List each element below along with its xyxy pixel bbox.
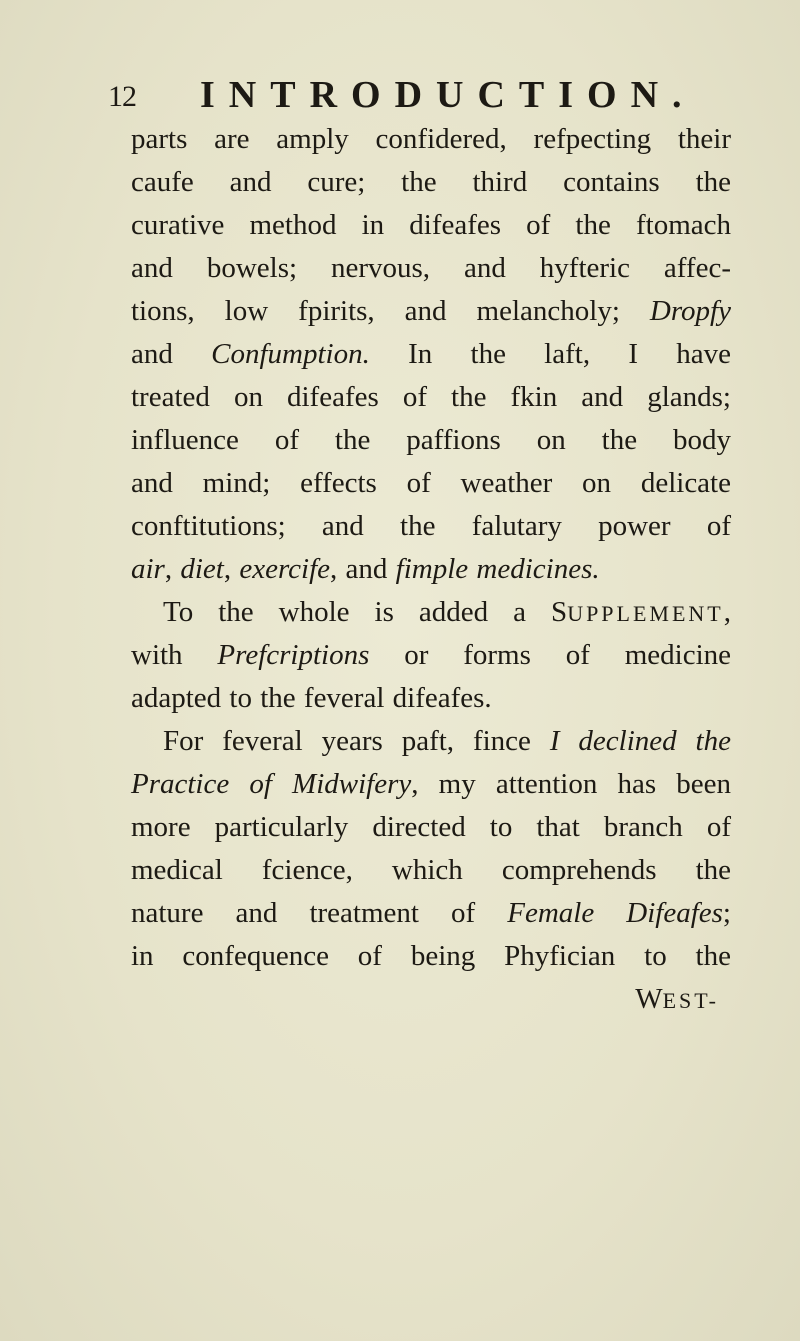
text-line: adapted to the feveral difeafes. (131, 682, 492, 714)
text-line: nature and treatment of Female Difeafes; (131, 897, 731, 929)
text-line: and Confumption. In the laft, I have (131, 338, 731, 370)
italic-term: Dropfy (649, 295, 731, 327)
italic-term: Practice of Midwifery (131, 768, 412, 800)
body-text (131, 118, 731, 1021)
small-caps-term: UPPLEMENT (567, 601, 724, 626)
page-number: 12 (108, 80, 136, 113)
text-line: air, diet, exercife, and fimple medicines. (131, 553, 600, 585)
text-line: more particularly directed to that branch of (131, 811, 731, 843)
text-line: and bowels; nervous, and hyfteric affec- (131, 252, 731, 284)
text-line: conftitutions; and the falutary power of (131, 510, 731, 542)
italic-term: Confumption. (211, 338, 370, 370)
italic-term: diet (180, 553, 224, 585)
text-line: parts are amply confidered, refpecting their (131, 123, 731, 155)
text-line: tions, low fpirits, and melancholy; Dropfy (131, 295, 731, 327)
text-line: treated on difeafes of the fkin and glands; (131, 381, 731, 413)
text-line: curative method in difeafes of the ftomach (131, 209, 731, 241)
text-line: To the whole is added a SUPPLEMENT, (163, 596, 731, 628)
text-line: with Prefcriptions or forms of medicine (131, 639, 731, 671)
italic-term: air (131, 553, 165, 585)
text-line: and mind; effects of weather on delicate (131, 467, 731, 499)
italic-term: I declined the (549, 725, 731, 757)
italic-term: Prefcriptions (217, 639, 370, 671)
text-line: caufe and cure; the third contains the (131, 166, 731, 198)
text-line: For feveral years paft, fince I declined the (163, 725, 731, 757)
text-line: influence of the paffions on the body (131, 424, 731, 456)
running-head: INTRODUCTION. (200, 74, 696, 116)
italic-term: fimple medicines. (395, 553, 600, 585)
page-header (108, 70, 708, 120)
italic-term: exercife (239, 553, 331, 585)
text-line: Practice of Midwifery, my attention has been (131, 768, 731, 800)
italic-term: Female Difeafes (507, 897, 723, 929)
catchword: WEST- (635, 983, 719, 1015)
text-line: medical fcience, which comprehends the (131, 854, 731, 886)
text-line: in confequence of being Phyfician to the (131, 940, 731, 972)
